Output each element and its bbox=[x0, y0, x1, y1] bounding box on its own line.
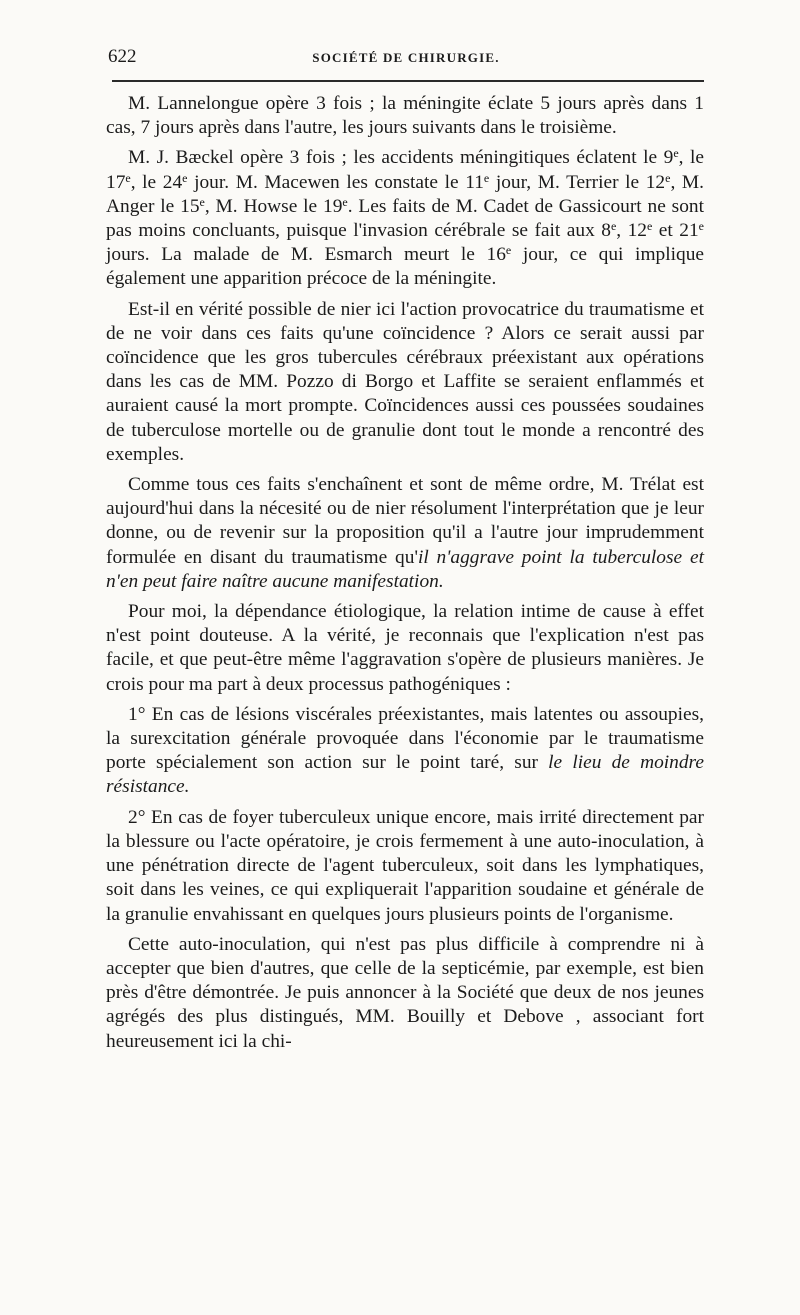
body-text bbox=[106, 92, 704, 1054]
text-run: , M. Howse le 19 bbox=[204, 195, 343, 217]
running-title: SOCIÉTÉ DE CHIRURGIE. bbox=[312, 50, 500, 65]
paragraph-8: Cette auto-inoculation, qui n'est pas plus difficile à comprendre ni à accepter que bien d'autres, que celle de la septicémie, par exemple, est bien près d'être démontrée. Je puis annoncer à la Société que deux de nos jeunes agrégés des plus distingués, MM. Bouilly et Debove , associant fort heureusement ici la chi- bbox=[106, 933, 704, 1052]
paragraph-4 bbox=[106, 473, 704, 594]
paragraph-6 bbox=[106, 703, 704, 800]
text-run: Comme tous ces faits s'enchaînent et sont de même ordre, M. Trélat est aujourd'hui dans la nécesité ou de nier résolument l'interprétation que je leur donne, ou de revenir sur la proposition qu'il a l'autre jour imprudemment formulée en disant du traumatisme qu' bbox=[106, 474, 704, 568]
superscript: e bbox=[673, 146, 679, 161]
italic-quote: il n'aggrave point la tuberculose et n'en peut faire naître aucune manifestation. bbox=[106, 546, 704, 592]
superscript: e bbox=[610, 219, 617, 234]
paragraph-2 bbox=[106, 146, 704, 291]
text-run: M. J. Bæckel opère 3 fois ; les accidents méningitiques éclatent le 9 bbox=[128, 147, 674, 169]
superscript: e bbox=[483, 170, 490, 185]
text-run: , 12 bbox=[616, 220, 647, 242]
paragraph-7 bbox=[106, 806, 704, 927]
text-run: jours. La malade de M. Esmarch meurt le 16 bbox=[106, 244, 506, 266]
list-number: 1° bbox=[128, 703, 146, 725]
list-number: 2° bbox=[128, 806, 146, 828]
page-number: 622 bbox=[108, 46, 137, 67]
paragraph-1: M. Lannelongue opère 3 fois ; la méningite éclate 5 jours après dans 1 cas, 7 jours après dans l'autre, les jours suivants dans le troisième. bbox=[106, 93, 704, 139]
superscript: e bbox=[182, 170, 188, 185]
text-run: En cas de lésions viscérales préexistantes, mais latentes ou assoupies, la surexcitation générale provoquée dans l'économie par le traumatisme porte spécialement son action sur le point taré, sur bbox=[106, 703, 704, 774]
superscript: e bbox=[698, 219, 704, 234]
superscript: e bbox=[646, 219, 653, 234]
text-run: En cas de foyer tuberculeux unique encore, mais irrité directement par la blessure ou l'acte opératoire, je crois fermement à une auto-inoculation, à une pénétration directe de l'agent tuberculeux, soit dans les lymphatiques, soit dans les veines, ce qui expliquerait l'apparition soudaine et générale de la granulie envahissant en quelques jours plusieurs points de l'organisme. bbox=[106, 806, 704, 925]
text-run: , le 17 bbox=[106, 147, 704, 193]
paragraph-5: Pour moi, la dépendance étiologique, la relation intime de cause à effet n'est point douteuse. A la vérité, je reconnais que l'explication n'est pas facile, et que peut-être même l'aggravation s'opère de plusieurs manières. Je crois pour ma part à deux processus pathogéniques : bbox=[106, 601, 704, 695]
text-run: jour, M. Terrier le 12 bbox=[489, 171, 666, 193]
page-header bbox=[108, 46, 704, 72]
italic-phrase: le lieu de moindre résistance. bbox=[106, 752, 704, 798]
text-run: jour, ce qui implique également une apparition précoce de la méningite. bbox=[106, 244, 704, 290]
superscript: e bbox=[125, 170, 131, 185]
header-rule bbox=[112, 80, 704, 82]
text-run: , M. Anger le 15 bbox=[106, 171, 704, 217]
superscript: e bbox=[342, 194, 348, 209]
superscript: e bbox=[199, 194, 205, 209]
text-run: jour. M. Macewen les constate le 11 bbox=[187, 171, 484, 193]
superscript: e bbox=[505, 243, 512, 258]
text-run: , le 24 bbox=[130, 171, 183, 193]
superscript: e bbox=[665, 170, 671, 185]
text-run: et 21 bbox=[652, 220, 699, 242]
text-run: . Les faits de M. Cadet de Gassicourt ne sont pas moins concluants, puisque l'invasion cérébrale se fait aux 8 bbox=[106, 195, 704, 242]
paragraph-3: Est-il en vérité possible de nier ici l'action provocatrice du traumatisme et de ne voir dans ces faits qu'une coïncidence ? Alors ce serait aussi par coïncidence que les gros tubercules cérébraux préexistant aux opérations dans les cas de MM. Pozzo di Borgo et Laffite se seraient enflammés et auraient causé la mort prompte. Coïncidences aussi ces poussées soudaines de tuberculose mortelle ou de granulie dont tout le monde a rencontré des exemples. bbox=[106, 298, 704, 465]
